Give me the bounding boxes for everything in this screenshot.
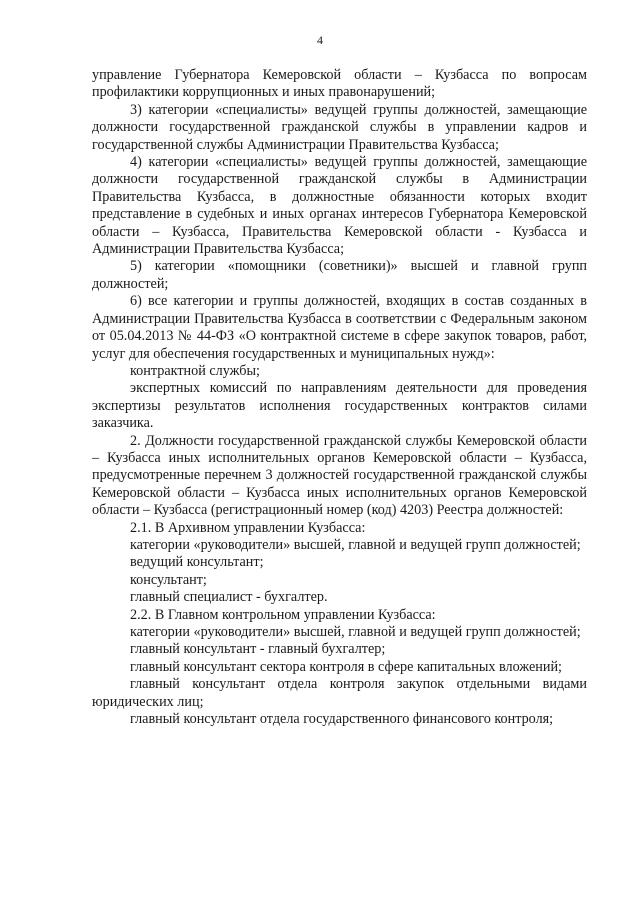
paragraph: главный консультант отдела контроля закупок отдельными видами юридических лиц;: [92, 676, 587, 710]
paragraph: 2. Должности государственной гражданской службы Кемеровской области – Кузбасса иных исполнительных органов Кемеровской области – Кузбасса, предусмотренные перечнем 3 должностей государственной гражданской службы Кемеровской области – Кузбасса иных исполнительных органов Кемеровской области – Кузбасса (регистрационный номер (код) 4203) Реестра должностей:: [92, 432, 587, 519]
paragraph: консультант;: [130, 571, 207, 588]
paragraph: 6) все категории и группы должностей, входящих в состав созданных в Администрации Правительства Кузбасса в соответствии с Федеральным законом от 05.04.2013 № 44-ФЗ «О контрактной системе в сфере закупок товаров, работ, услуг для обеспечения государственных и муниципальных нужд»:: [92, 293, 587, 362]
paragraph: ведущий консультант;: [130, 554, 264, 571]
document-body: [92, 67, 587, 728]
paragraph: 5) категории «помощники (советники)» высшей и главной групп должностей;: [92, 258, 587, 292]
paragraph: 2.2. В Главном контрольном управлении Кузбасса:: [130, 606, 436, 623]
paragraph: управление Губернатора Кемеровской области – Кузбасса по вопросам профилактики коррупционных и иных правонарушений;: [92, 67, 587, 101]
paragraph: главный консультант отдела государственного финансового контроля;: [130, 711, 554, 728]
paragraph: экспертных комиссий по направлениям деятельности для проведения экспертизы результатов исполнения государственных контрактов силами заказчика.: [92, 380, 587, 432]
paragraph: 2.1. В Архивном управлении Кузбасса:: [130, 519, 366, 536]
paragraph: главный специалист - бухгалтер.: [130, 589, 328, 606]
paragraph: 4) категории «специалисты» ведущей группы должностей, замещающие должности государственной гражданской службы в Администрации Правительства Кузбасса, в должностные обязанности которых входит представление в судебных и иных органах интересов Губернатора Кемеровской области – Кузбасса, Правительства Кемеровской области - Кузбасса и Администрации Правительства Кузбасса;: [92, 154, 587, 258]
paragraph: категории «руководители» высшей, главной и ведущей групп должностей;: [130, 536, 581, 553]
paragraph: главный консультант - главный бухгалтер;: [130, 641, 386, 658]
paragraph: главный консультант сектора контроля в сфере капитальных вложений;: [130, 658, 562, 675]
paragraph: 3) категории «специалисты» ведущей группы должностей, замещающие должности государственной гражданской службы в управлении кадров и государственной службы Администрации Правительства Кузбасса;: [92, 101, 587, 153]
paragraph: контрактной службы;: [130, 362, 260, 379]
paragraph: категории «руководители» высшей, главной и ведущей групп должностей;: [130, 624, 581, 640]
page-number: 4: [317, 33, 323, 47]
